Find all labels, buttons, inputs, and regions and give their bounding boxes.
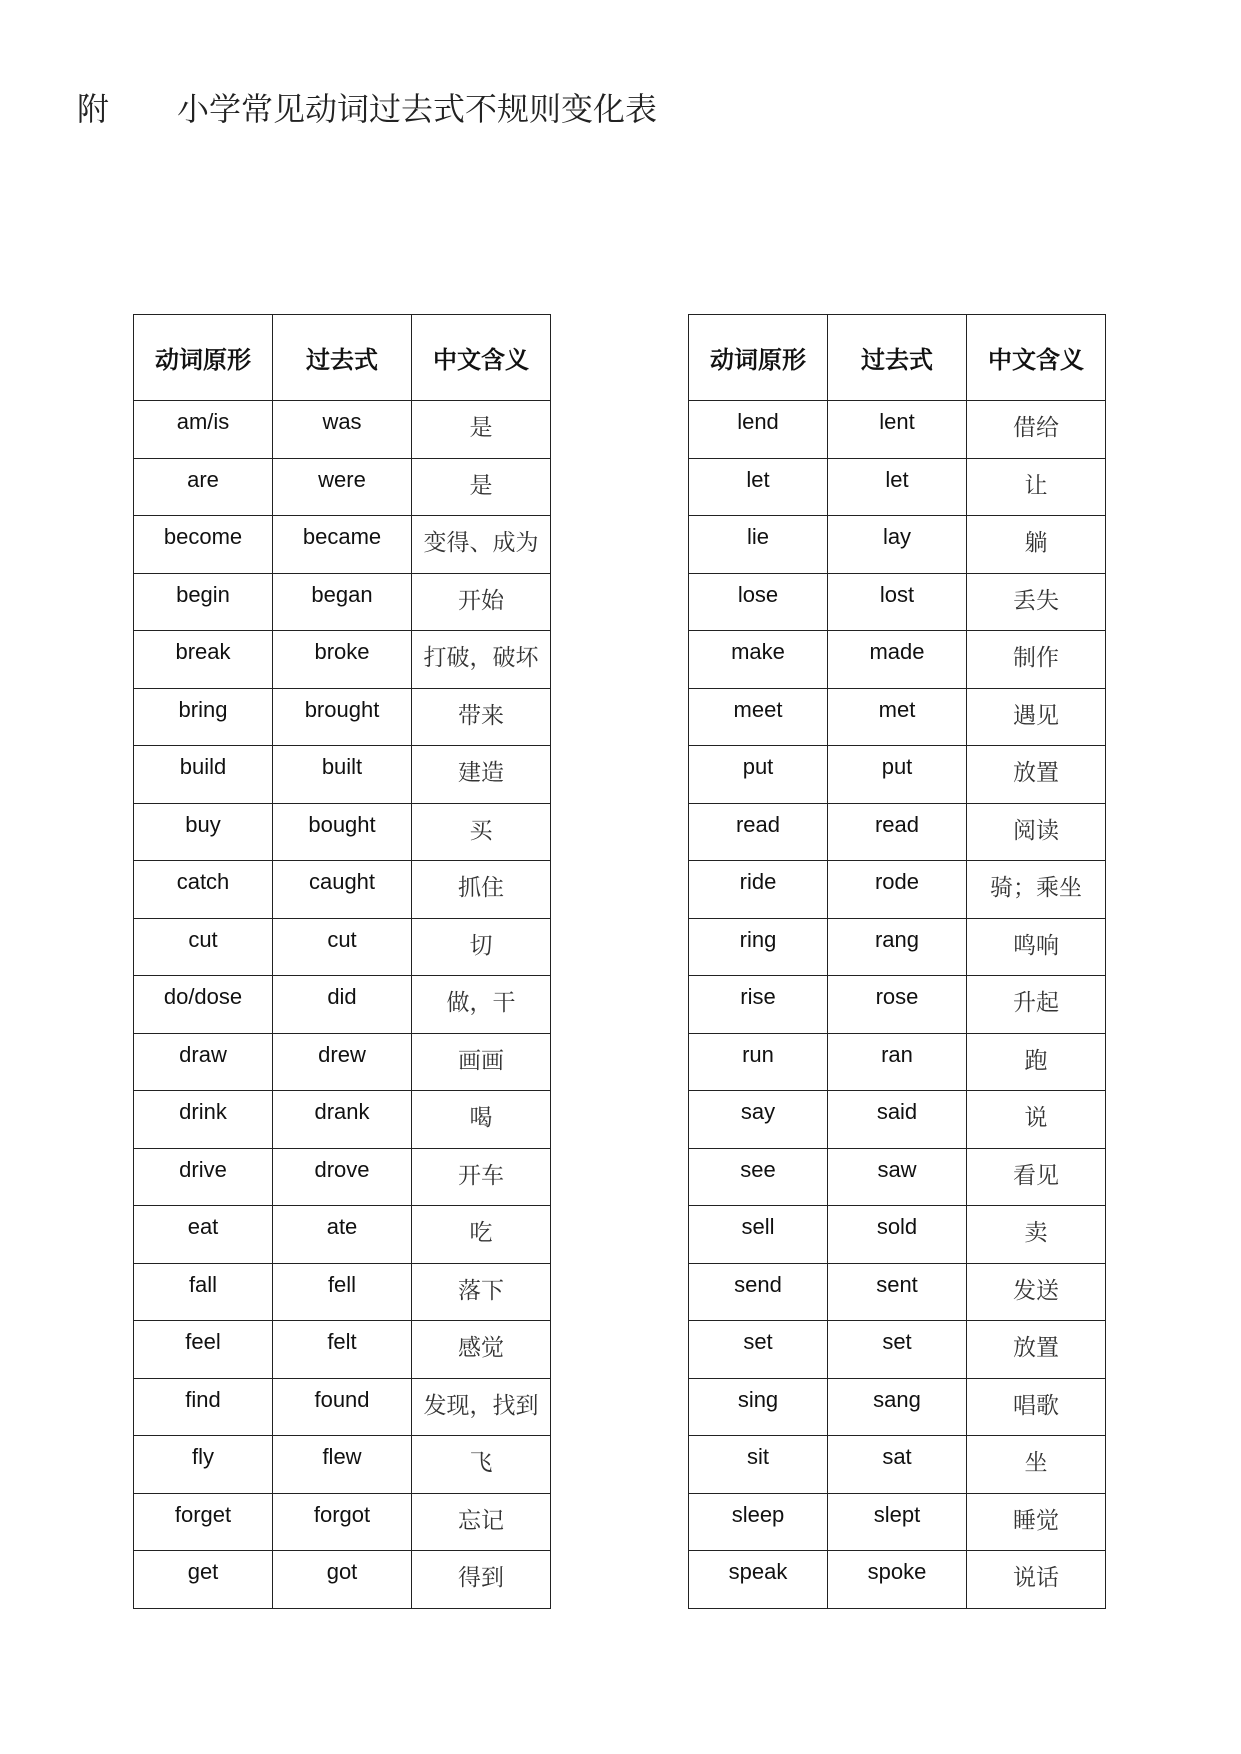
table-row	[689, 1148, 1106, 1206]
verb-base-cell: see	[689, 1148, 828, 1206]
verb-past-cell: forgot	[273, 1493, 412, 1551]
verb-meaning-cell: 抓住	[412, 861, 551, 919]
verb-table-left	[133, 314, 551, 1609]
verb-base-cell: are	[134, 458, 273, 516]
verb-meaning-cell: 得到	[412, 1551, 551, 1609]
verb-past-cell: lost	[828, 573, 967, 631]
table-row	[689, 631, 1106, 689]
verb-past-cell: broke	[273, 631, 412, 689]
verb-base-cell: lie	[689, 516, 828, 574]
verb-meaning-cell: 变得、成为	[412, 516, 551, 574]
verb-past-cell: fell	[273, 1263, 412, 1321]
verb-past-cell: built	[273, 746, 412, 804]
table-row	[134, 688, 551, 746]
title-prefix: 附	[77, 90, 110, 128]
column-header-past: 过去式	[273, 315, 412, 401]
verb-base-cell: sleep	[689, 1493, 828, 1551]
verb-meaning-cell: 坐	[967, 1436, 1106, 1494]
table-row	[689, 1493, 1106, 1551]
verb-base-cell: begin	[134, 573, 273, 631]
table-row	[689, 1321, 1106, 1379]
verb-meaning-cell: 说话	[967, 1551, 1106, 1609]
verb-base-cell: buy	[134, 803, 273, 861]
verb-base-cell: bring	[134, 688, 273, 746]
verb-base-cell: fly	[134, 1436, 273, 1494]
verb-past-cell: ran	[828, 1033, 967, 1091]
table-row	[134, 1206, 551, 1264]
verb-meaning-cell: 飞	[412, 1436, 551, 1494]
verb-base-cell: ride	[689, 861, 828, 919]
verb-past-cell: let	[828, 458, 967, 516]
verb-meaning-cell: 放置	[967, 1321, 1106, 1379]
verb-past-cell: set	[828, 1321, 967, 1379]
verb-meaning-cell: 打破，破坏	[412, 631, 551, 689]
verb-meaning-cell: 画画	[412, 1033, 551, 1091]
verb-past-cell: brought	[273, 688, 412, 746]
verb-past-cell: ate	[273, 1206, 412, 1264]
verb-past-cell: sat	[828, 1436, 967, 1494]
verb-base-cell: sing	[689, 1378, 828, 1436]
table-row	[689, 1033, 1106, 1091]
verb-meaning-cell: 制作	[967, 631, 1106, 689]
verb-past-cell: saw	[828, 1148, 967, 1206]
table-row	[134, 803, 551, 861]
verb-base-cell: sit	[689, 1436, 828, 1494]
verb-base-cell: find	[134, 1378, 273, 1436]
table-row	[134, 458, 551, 516]
table-row	[134, 631, 551, 689]
verb-meaning-cell: 做，干	[412, 976, 551, 1034]
table-row	[689, 688, 1106, 746]
verb-meaning-cell: 发送	[967, 1263, 1106, 1321]
table-row	[689, 976, 1106, 1034]
verb-meaning-cell: 忘记	[412, 1493, 551, 1551]
verb-past-cell: drank	[273, 1091, 412, 1149]
table-row	[689, 516, 1106, 574]
column-header-base: 动词原形	[689, 315, 828, 401]
table-row	[689, 1091, 1106, 1149]
verb-base-cell: set	[689, 1321, 828, 1379]
table-row	[689, 861, 1106, 919]
table-row	[134, 1263, 551, 1321]
verb-past-cell: were	[273, 458, 412, 516]
table-header-row	[134, 315, 551, 401]
verb-meaning-cell: 升起	[967, 976, 1106, 1034]
verb-past-cell: said	[828, 1091, 967, 1149]
verb-base-cell: lose	[689, 573, 828, 631]
verb-base-cell: break	[134, 631, 273, 689]
table-row	[689, 1206, 1106, 1264]
verb-meaning-cell: 遇见	[967, 688, 1106, 746]
verb-past-cell: put	[828, 746, 967, 804]
verb-base-cell: sell	[689, 1206, 828, 1264]
table-row	[134, 1321, 551, 1379]
table-row	[134, 573, 551, 631]
verb-past-cell: caught	[273, 861, 412, 919]
table-row	[134, 861, 551, 919]
verb-past-cell: rang	[828, 918, 967, 976]
verb-base-cell: fall	[134, 1263, 273, 1321]
verb-meaning-cell: 发现，找到	[412, 1378, 551, 1436]
table-row	[134, 976, 551, 1034]
verb-base-cell: meet	[689, 688, 828, 746]
table-row	[689, 1378, 1106, 1436]
verb-base-cell: say	[689, 1091, 828, 1149]
verb-meaning-cell: 鸣响	[967, 918, 1106, 976]
verb-past-cell: sent	[828, 1263, 967, 1321]
verb-meaning-cell: 唱歌	[967, 1378, 1106, 1436]
verb-meaning-cell: 放置	[967, 746, 1106, 804]
verb-base-cell: eat	[134, 1206, 273, 1264]
verb-meaning-cell: 是	[412, 458, 551, 516]
verb-base-cell: speak	[689, 1551, 828, 1609]
table-header-row	[689, 315, 1106, 401]
table-row	[134, 1033, 551, 1091]
verb-meaning-cell: 卖	[967, 1206, 1106, 1264]
verb-base-cell: read	[689, 803, 828, 861]
verb-meaning-cell: 喝	[412, 1091, 551, 1149]
verb-base-cell: feel	[134, 1321, 273, 1379]
verb-meaning-cell: 买	[412, 803, 551, 861]
verb-past-cell: read	[828, 803, 967, 861]
table-row	[689, 458, 1106, 516]
table-row	[134, 1091, 551, 1149]
verb-base-cell: ring	[689, 918, 828, 976]
verb-base-cell: draw	[134, 1033, 273, 1091]
verb-past-cell: met	[828, 688, 967, 746]
verb-base-cell: do/dose	[134, 976, 273, 1034]
table-row	[134, 516, 551, 574]
verb-past-cell: slept	[828, 1493, 967, 1551]
verb-past-cell: drove	[273, 1148, 412, 1206]
table-body	[689, 401, 1106, 1609]
verb-past-cell: flew	[273, 1436, 412, 1494]
table-row	[134, 1493, 551, 1551]
verb-past-cell: did	[273, 976, 412, 1034]
verb-base-cell: catch	[134, 861, 273, 919]
verb-meaning-cell: 睡觉	[967, 1493, 1106, 1551]
verb-base-cell: send	[689, 1263, 828, 1321]
verb-past-cell: made	[828, 631, 967, 689]
page-title	[77, 84, 657, 134]
verb-past-cell: drew	[273, 1033, 412, 1091]
table-row	[134, 1148, 551, 1206]
verb-base-cell: rise	[689, 976, 828, 1034]
table-body	[134, 401, 551, 1609]
table-row	[689, 1551, 1106, 1609]
table-row	[689, 746, 1106, 804]
verb-base-cell: let	[689, 458, 828, 516]
table-row	[134, 1436, 551, 1494]
column-header-past: 过去式	[828, 315, 967, 401]
column-header-base: 动词原形	[134, 315, 273, 401]
table-row	[134, 918, 551, 976]
verb-past-cell: rode	[828, 861, 967, 919]
verb-meaning-cell: 躺	[967, 516, 1106, 574]
verb-meaning-cell: 带来	[412, 688, 551, 746]
verb-meaning-cell: 开车	[412, 1148, 551, 1206]
verb-base-cell: lend	[689, 401, 828, 459]
verb-base-cell: drink	[134, 1091, 273, 1149]
verb-meaning-cell: 落下	[412, 1263, 551, 1321]
verb-meaning-cell: 建造	[412, 746, 551, 804]
verb-past-cell: bought	[273, 803, 412, 861]
verb-past-cell: rose	[828, 976, 967, 1034]
verb-meaning-cell: 丢失	[967, 573, 1106, 631]
verb-meaning-cell: 开始	[412, 573, 551, 631]
verb-past-cell: felt	[273, 1321, 412, 1379]
verb-base-cell: get	[134, 1551, 273, 1609]
verb-meaning-cell: 说	[967, 1091, 1106, 1149]
verb-past-cell: lay	[828, 516, 967, 574]
verb-base-cell: drive	[134, 1148, 273, 1206]
verb-past-cell: cut	[273, 918, 412, 976]
verb-meaning-cell: 借给	[967, 401, 1106, 459]
verb-past-cell: was	[273, 401, 412, 459]
verb-meaning-cell: 看见	[967, 1148, 1106, 1206]
verb-past-cell: lent	[828, 401, 967, 459]
verb-meaning-cell: 是	[412, 401, 551, 459]
table-row	[689, 573, 1106, 631]
title-text: 小学常见动词过去式不规则变化表	[177, 90, 658, 128]
verb-past-cell: got	[273, 1551, 412, 1609]
table-row	[689, 918, 1106, 976]
table-row	[689, 1436, 1106, 1494]
verb-past-cell: began	[273, 573, 412, 631]
verb-base-cell: make	[689, 631, 828, 689]
table-row	[134, 746, 551, 804]
verb-meaning-cell: 阅读	[967, 803, 1106, 861]
verb-base-cell: am/is	[134, 401, 273, 459]
verb-past-cell: sang	[828, 1378, 967, 1436]
verb-past-cell: found	[273, 1378, 412, 1436]
verb-base-cell: forget	[134, 1493, 273, 1551]
verb-base-cell: build	[134, 746, 273, 804]
table-row	[689, 1263, 1106, 1321]
verb-past-cell: became	[273, 516, 412, 574]
column-header-meaning: 中文含义	[967, 315, 1106, 401]
verb-meaning-cell: 跑	[967, 1033, 1106, 1091]
table-row	[689, 803, 1106, 861]
verb-meaning-cell: 让	[967, 458, 1106, 516]
verb-base-cell: become	[134, 516, 273, 574]
verb-table-right	[688, 314, 1106, 1609]
verb-base-cell: run	[689, 1033, 828, 1091]
table-row	[134, 1378, 551, 1436]
column-header-meaning: 中文含义	[412, 315, 551, 401]
verb-meaning-cell: 感觉	[412, 1321, 551, 1379]
table-row	[689, 401, 1106, 459]
table-row	[134, 401, 551, 459]
verb-past-cell: sold	[828, 1206, 967, 1264]
verb-past-cell: spoke	[828, 1551, 967, 1609]
table-row	[134, 1551, 551, 1609]
verb-base-cell: put	[689, 746, 828, 804]
verb-meaning-cell: 吃	[412, 1206, 551, 1264]
verb-base-cell: cut	[134, 918, 273, 976]
verb-meaning-cell: 骑；乘坐	[967, 861, 1106, 919]
verb-meaning-cell: 切	[412, 918, 551, 976]
